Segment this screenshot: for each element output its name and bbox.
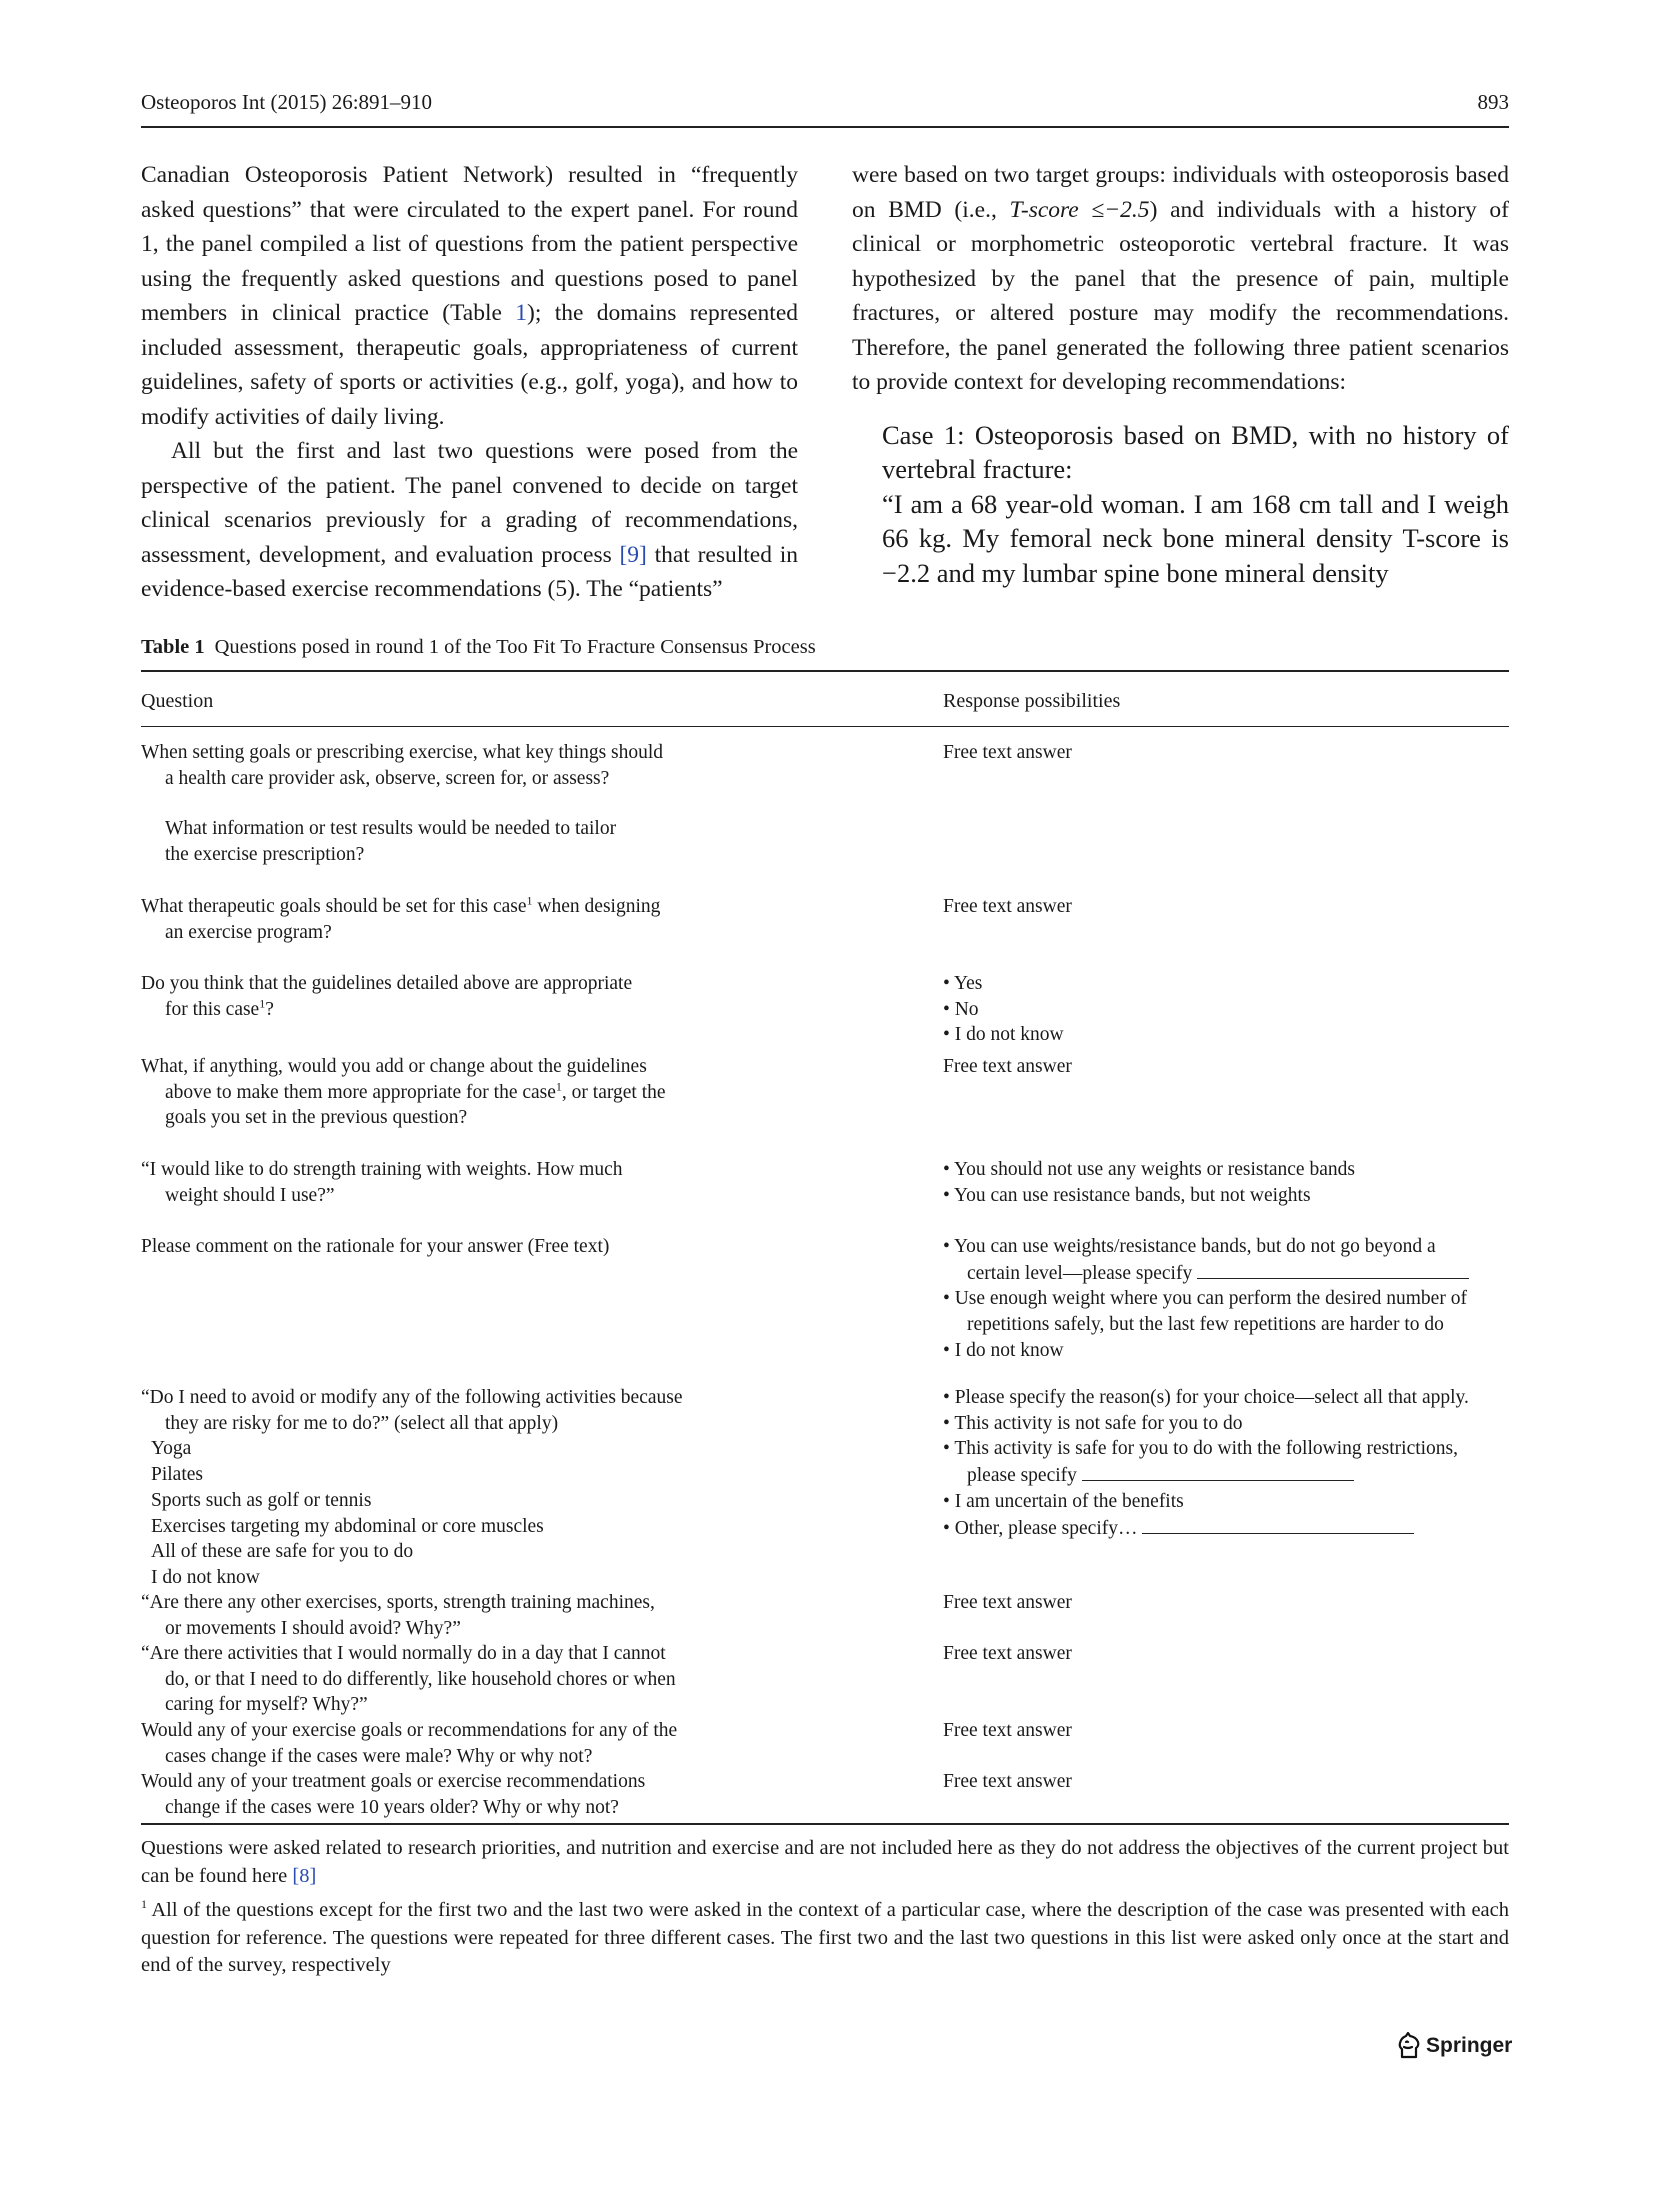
table-header-rule — [141, 726, 1509, 727]
response-option: • This activity is safe for you to do with the following restrictions, — [943, 1438, 1459, 1460]
response-text: Free text answer — [943, 896, 1072, 917]
paragraph-text: were based on two target groups: individuals with osteoporosis based on BMD (i.e., — [852, 162, 1509, 223]
response-option-text: certain level—please specify — [967, 1262, 1193, 1284]
response-option: • I am uncertain of the benefits — [943, 1490, 1184, 1512]
response-option: • No — [943, 998, 979, 1020]
response-cell — [943, 1769, 1509, 1795]
activity-option: Pilates — [151, 1464, 203, 1486]
question-cell — [141, 1641, 911, 1718]
specify-blank — [1142, 1515, 1414, 1534]
paragraph — [852, 158, 1509, 400]
response-option: • Yes — [943, 973, 983, 994]
response-cell — [943, 1590, 1509, 1616]
footnote-marker: 1 — [526, 893, 533, 908]
question-cell — [141, 1590, 911, 1641]
question-cell — [141, 894, 911, 945]
question-cell — [141, 971, 911, 1022]
question-cell — [141, 1157, 911, 1208]
activity-option: Yoga — [151, 1438, 192, 1460]
table-reference-link[interactable]: 1 — [515, 300, 528, 326]
citation-link[interactable]: [9] — [619, 541, 647, 568]
question-cell — [141, 1769, 911, 1820]
question-text: “Are there activities that I would normally do in a day that I cannot — [141, 1643, 666, 1664]
table-caption-text: Questions posed in round 1 of the Too Fit To Fracture Consensus Process — [214, 636, 816, 658]
question-text: or movements I should avoid? Why?” — [165, 1617, 461, 1639]
case-title: Case 1: Osteoporosis based on BMD, with no history of vertebral fracture: — [882, 419, 1509, 484]
question-text: a health care provider ask, observe, screen for, or assess? — [165, 767, 610, 789]
question-text: do, or that I need to do differently, like household chores or when — [165, 1668, 676, 1690]
page-number: 893 — [1477, 90, 1509, 114]
question-text-part: above to make them more appropriate for the case — [165, 1081, 556, 1103]
question-cell — [141, 1385, 911, 1591]
footnote-marker: 1 — [259, 996, 266, 1011]
question-text-part: when designing — [532, 896, 661, 917]
body-column-right — [852, 158, 1509, 590]
question-cell — [141, 1234, 911, 1260]
response-text: Free text answer — [943, 1056, 1072, 1077]
response-option: • You can use weights/resistance bands, but do not go beyond a — [943, 1236, 1436, 1257]
response-text: Free text answer — [943, 1720, 1072, 1741]
question-text: What information or test results would be needed to tailor — [165, 818, 617, 840]
question-cell — [141, 1718, 911, 1769]
paragraph-text: ) and individuals with a history of clinical or morphometric osteoporotic vertebral fracture. It was hypothesized by the panel that the presence of pain, multiple fractures, or altered posture may modify the recommendations. Therefore, the panel generated the following three patient scenarios to provide context for developing recommendations: — [852, 196, 1510, 395]
response-text: Free text answer — [943, 1643, 1072, 1664]
question-text: change if the cases were 10 years older? Why or why not? — [165, 1796, 619, 1818]
response-cell — [943, 1641, 1509, 1667]
question-text: weight should I use?” — [165, 1184, 335, 1206]
question-text: Would any of your exercise goals or recommendations for any of the — [141, 1720, 678, 1741]
response-option: • Please specify the reason(s) for your choice—select all that apply. — [943, 1387, 1469, 1408]
response-cell — [943, 1718, 1509, 1744]
response-option: • I do not know — [943, 1024, 1064, 1046]
activity-option: Exercises targeting my abdominal or core muscles — [151, 1515, 544, 1537]
response-cell — [943, 1385, 1509, 1541]
journal-citation: Osteoporos Int (2015) 26:891–910 — [141, 90, 433, 114]
response-text: Free text answer — [943, 742, 1072, 763]
paragraph-text: Canadian Osteoporosis Patient Network) resulted in “frequently asked questions” that were circulated to the expert panel. For round 1, the panel compiled a list of questions from the patient perspective using the frequently asked questions and questions posed to panel members in clinical practice (Table — [141, 162, 798, 326]
response-option: • Use enough weight where you can perform the desired number of — [943, 1288, 1467, 1310]
response-option: • You should not use any weights or resistance bands — [943, 1159, 1355, 1180]
case-text: “I am a 68 year-old woman. I am 168 cm tall and I weigh 66 kg. My femoral neck bone mineral density T-score is −2.2 and my lumbar spine bone mineral density — [882, 488, 1509, 588]
question-text: Please comment on the rationale for your answer (Free text) — [141, 1236, 610, 1257]
running-head — [141, 86, 1509, 128]
footnote-text: All of the questions except for the first two and the last two were asked in the context of a particular case, where the description of the case was presented with each question for reference. The questions were repeated for three different cases. The first two and the last two questions in this list were asked only once at the start and end of the survey, respectively — [141, 1899, 1509, 1976]
case-description — [852, 418, 1509, 591]
activity-option: I do not know — [151, 1566, 260, 1588]
paragraph — [141, 434, 798, 607]
question-text-part: , or target the — [561, 1081, 666, 1103]
response-cell — [943, 1157, 1509, 1208]
question-text: When setting goals or prescribing exercise, what key things should — [141, 742, 664, 763]
response-cell — [943, 1234, 1509, 1364]
footnote-marker: 1 — [141, 1897, 147, 1912]
question-text: “I would like to do strength training with weights. How much — [141, 1159, 623, 1180]
question-text: they are risky for me to do?” (select all that apply) — [165, 1412, 559, 1434]
response-cell — [943, 971, 1509, 1048]
citation-link[interactable]: [8] — [292, 1864, 317, 1887]
body-column-left — [141, 158, 798, 607]
footnote-marker: 1 — [555, 1079, 562, 1094]
question-text: caring for myself? Why?” — [165, 1694, 368, 1716]
response-option: • I do not know — [943, 1339, 1064, 1361]
question-text: the exercise prescription? — [165, 844, 365, 866]
question-cell — [141, 740, 911, 868]
t-score-criterion: T-score ≤−2.5 — [1009, 196, 1150, 223]
response-option: • You can use resistance bands, but not weights — [943, 1184, 1311, 1206]
activity-option: All of these are safe for you to do — [151, 1541, 414, 1563]
activity-option: Sports such as golf or tennis — [151, 1489, 372, 1511]
specify-blank — [1082, 1462, 1354, 1481]
table-footnote — [141, 1897, 1509, 1980]
question-text: Do you think that the guidelines detailed above are appropriate — [141, 973, 633, 994]
specify-blank — [1197, 1260, 1469, 1279]
table-label: Table 1 — [141, 636, 205, 658]
question-text: “Do I need to avoid or modify any of the following activities because — [141, 1387, 683, 1408]
question-text: What, if anything, would you add or change about the guidelines — [141, 1056, 647, 1077]
paragraph-text: that resulted in evidence-based exercise recommendations (5). The “patients” — [141, 541, 798, 602]
question-text — [141, 1080, 911, 1106]
column-header-response: Response possibilities — [943, 690, 1121, 712]
question-text-part: for this case — [165, 998, 260, 1020]
response-option: repetitions safely, but the last few repetitions are harder to do — [967, 1314, 1444, 1336]
response-cell — [943, 740, 1509, 766]
response-text: Free text answer — [943, 1592, 1072, 1613]
response-option — [943, 1515, 1509, 1542]
table-caption — [141, 636, 816, 659]
question-text: an exercise program? — [165, 921, 332, 943]
publisher-name: Springer — [1426, 2034, 1513, 2057]
question-text-part: What therapeutic goals should be set for this case — [141, 896, 527, 917]
springer-horse-icon — [1396, 2032, 1422, 2060]
table-note — [141, 1835, 1509, 1890]
question-text-part: ? — [265, 998, 274, 1020]
table-top-rule — [141, 670, 1509, 672]
paragraph-text: ); the domains represented included assessment, therapeutic goals, appropriateness of current guidelines, safety of sports or activities (e.g., golf, yoga), and how to modify activities of daily living. — [141, 300, 798, 430]
response-cell — [943, 1054, 1509, 1080]
question-cell — [141, 1054, 911, 1131]
question-text — [141, 894, 911, 920]
table-note-text: Questions were asked related to research priorities, and nutrition and exercise and are not included here as they do not address the objectives of the current project but can be found here — [141, 1837, 1509, 1887]
response-option-text: • Other, please specify… — [943, 1517, 1138, 1539]
table-bottom-rule — [141, 1823, 1509, 1825]
question-text: cases change if the cases were male? Why or why not? — [165, 1745, 593, 1767]
paragraph-text: All but the first and last two questions were posed from the perspective of the patient. The panel convened to decide on target clinical scenarios previously for a grading of recommendations, assessment, development, and evaluation process — [141, 438, 798, 568]
question-text: Would any of your treatment goals or exercise recommendations — [141, 1771, 646, 1792]
question-text: goals you set in the previous question? — [165, 1107, 468, 1129]
response-option: • This activity is not safe for you to do — [943, 1412, 1243, 1434]
response-option — [943, 1260, 1509, 1287]
response-option — [943, 1462, 1509, 1489]
response-option-text: please specify — [967, 1465, 1077, 1487]
question-text — [141, 997, 911, 1023]
question-text: “Are there any other exercises, sports, strength training machines, — [141, 1592, 655, 1613]
response-cell — [943, 894, 1509, 920]
paragraph — [141, 158, 798, 434]
response-text: Free text answer — [943, 1771, 1072, 1792]
column-header-question: Question — [141, 690, 214, 712]
